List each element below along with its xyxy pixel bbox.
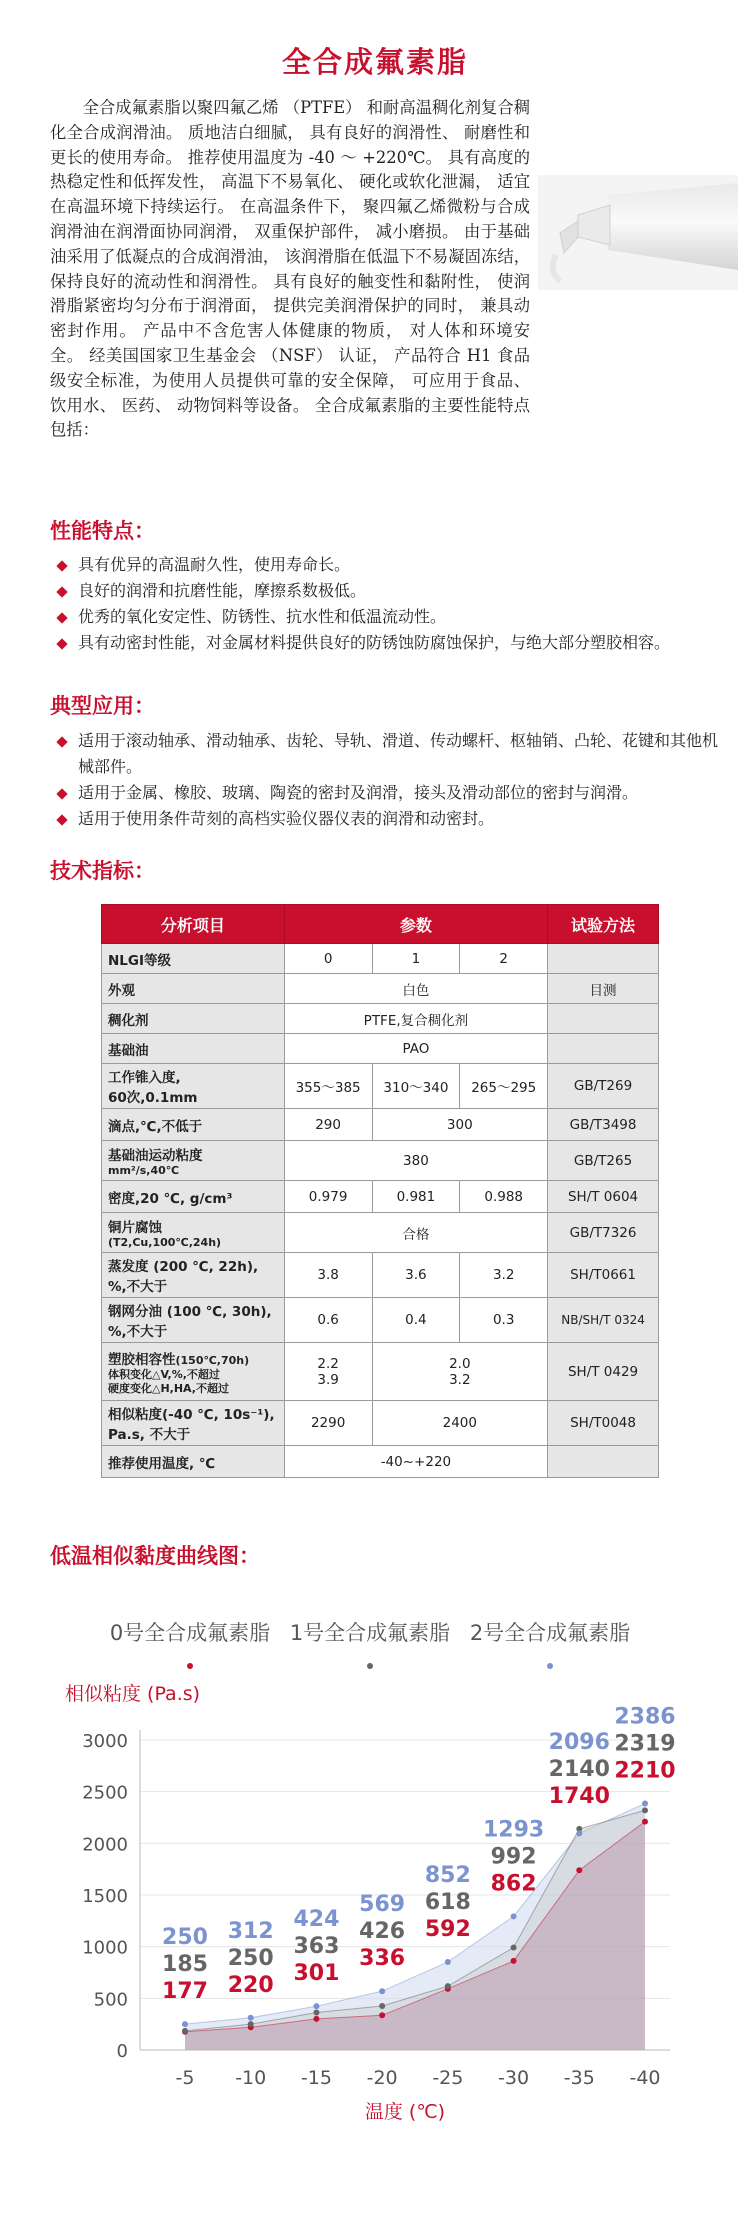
- table-row: [102, 1064, 659, 1109]
- y-tick-label: 0: [116, 2041, 128, 2062]
- data-point: [248, 2021, 254, 2027]
- diamond-bullet-icon: [56, 736, 67, 747]
- row-label: 基础油运动粘度 mm²/s,40℃: [102, 1141, 285, 1181]
- table-row: [102, 974, 659, 1004]
- cell-value: 380: [284, 1141, 547, 1181]
- table-row: [102, 1181, 659, 1213]
- y-tick-label: 2000: [82, 1834, 128, 1856]
- spec-table: [101, 904, 659, 1478]
- table-row: [102, 1034, 659, 1064]
- cell-value: 3.6: [372, 1253, 460, 1298]
- applications-title: 典型应用：: [50, 694, 155, 718]
- data-point: [313, 2016, 319, 2022]
- data-point: [313, 2009, 319, 2015]
- row-label: 密度,20 ℃, g/cm³: [102, 1181, 285, 1213]
- chart-section-title: 低温相似黏度曲线图：: [50, 1544, 260, 1568]
- table-row: [102, 1213, 659, 1253]
- diamond-bullet-icon: [56, 638, 67, 649]
- data-label: 426: [359, 1919, 406, 1945]
- row-label: 稠化剂: [102, 1004, 285, 1034]
- x-tick-label: -25: [432, 2067, 464, 2089]
- cell-method: GB/T265: [548, 1141, 659, 1181]
- row-label: 塑胶相容性(150℃,70h) 体积变化△V,%,不超过 硬度变化△H,HA,不超过: [102, 1343, 285, 1401]
- cell-method: GB/T269: [548, 1064, 659, 1109]
- data-label: 862: [490, 1871, 537, 1897]
- diamond-bullet-icon: [56, 788, 67, 799]
- cell-method: NB/SH/T 0324: [548, 1298, 659, 1343]
- data-point: [379, 2012, 385, 2018]
- data-label: 2210: [614, 1758, 676, 1784]
- cell-value: 300: [372, 1109, 548, 1141]
- data-point: [511, 1913, 517, 1919]
- cell-method: SH/T 0604: [548, 1181, 659, 1213]
- cell-value: -40~+220: [284, 1446, 547, 1478]
- features-title: 性能特点：: [50, 519, 155, 543]
- data-label: 185: [162, 1952, 208, 1978]
- cell-value: 3.2: [460, 1253, 548, 1298]
- cell-value: 1: [372, 944, 460, 974]
- data-point: [642, 1807, 648, 1813]
- data-label: 336: [359, 1946, 406, 1972]
- cell-value: 0.979: [284, 1181, 372, 1213]
- viscosity-chart: [60, 1600, 690, 2140]
- y-axis-label: 相似粘度 (Pa.s): [65, 1683, 201, 1705]
- header-method: 试验方法: [548, 905, 659, 944]
- table-row: [102, 1109, 659, 1141]
- header-params: 参数: [284, 905, 547, 944]
- legend-marker: [367, 1663, 373, 1669]
- data-point: [313, 2003, 319, 2009]
- data-label: 2386: [614, 1704, 676, 1730]
- data-point: [379, 2003, 385, 2009]
- table-row: [102, 1141, 659, 1181]
- cell-value: 2.0 3.2: [372, 1343, 548, 1401]
- cell-value: 355～385: [284, 1064, 372, 1109]
- cell-method: SH/T 0429: [548, 1343, 659, 1401]
- spec-title: 技术指标：: [50, 859, 155, 883]
- list-item: 适用于使用条件苛刻的高档实验仪器仪表的润滑和动密封。: [50, 806, 740, 832]
- legend-marker: [547, 1663, 553, 1669]
- data-label: 177: [162, 1979, 208, 2005]
- data-point: [642, 1800, 648, 1806]
- y-tick-label: 2500: [82, 1782, 128, 1804]
- row-label: NLGI等级: [102, 944, 285, 974]
- cell-method: GB/T7326: [548, 1213, 659, 1253]
- table-row: [102, 1343, 659, 1401]
- legend-label: 2号全合成氟素脂: [469, 1621, 631, 1645]
- cell-value: 265～295: [460, 1064, 548, 1109]
- data-point: [445, 1959, 451, 1965]
- cell-method: SH/T0661: [548, 1253, 659, 1298]
- features-list: [50, 552, 740, 656]
- data-label: 2140: [548, 1756, 610, 1782]
- data-point: [182, 2021, 188, 2027]
- x-axis-label: 温度 (℃): [364, 2101, 446, 2123]
- cell-value: 合格: [284, 1213, 547, 1253]
- legend-label: 1号全合成氟素脂: [289, 1621, 451, 1645]
- diamond-bullet-icon: [56, 814, 67, 825]
- data-point: [379, 1988, 385, 1994]
- legend-marker: [187, 1663, 193, 1669]
- table-row: [102, 1446, 659, 1478]
- list-item: 具有优异的高温耐久性，使用寿命长。: [50, 552, 740, 578]
- cell-value: 白色: [284, 974, 547, 1004]
- table-row: [102, 1298, 659, 1343]
- row-label: 推荐使用温度, ℃: [102, 1446, 285, 1478]
- data-label: 992: [490, 1844, 537, 1870]
- data-label: 424: [293, 1907, 340, 1933]
- list-item: 适用于金属、橡胶、玻璃、陶瓷的密封及润滑，接头及滑动部位的密封与润滑。: [50, 780, 740, 806]
- y-tick-label: 1500: [82, 1886, 128, 1907]
- data-label: 1293: [482, 1817, 545, 1843]
- list-item: 优秀的氧化安定性、防锈性、抗水性和低温流动性。: [50, 604, 740, 630]
- data-point: [248, 2015, 254, 2021]
- cell-value: 310～340: [372, 1064, 460, 1109]
- row-label: 工作锥入度, 60次,0.1mm: [102, 1064, 285, 1109]
- x-tick-label: -40: [629, 2067, 661, 2089]
- cell-value: 2400: [372, 1401, 548, 1446]
- row-label: 蒸发度 (200 ℃, 22h), %,不大于: [102, 1253, 285, 1298]
- cell-value: 0.981: [372, 1181, 460, 1213]
- cell-value: 2: [460, 944, 548, 974]
- row-label: 铜片腐蚀 (T2,Cu,100℃,24h): [102, 1213, 285, 1253]
- table-row: [102, 1253, 659, 1298]
- row-label: 基础油: [102, 1034, 285, 1064]
- table-row: [102, 1401, 659, 1446]
- data-label: 250: [162, 1925, 208, 1951]
- page-title: 全合成氟素脂: [281, 45, 468, 79]
- header-item: 分析项目: [102, 905, 285, 944]
- x-tick-label: -5: [175, 2067, 195, 2089]
- x-tick-label: -30: [498, 2067, 530, 2089]
- cell-method: 目测: [548, 974, 659, 1004]
- table-row: [102, 1004, 659, 1034]
- data-point: [642, 1819, 648, 1825]
- cell-value: 3.8: [284, 1253, 372, 1298]
- row-label: 相似粘度(-40 ℃, 10s⁻¹), Pa.s, 不大于: [102, 1401, 285, 1446]
- y-tick-label: 500: [93, 1989, 128, 2011]
- row-label: 滴点,℃,不低于: [102, 1109, 285, 1141]
- data-label: 250: [227, 1945, 274, 1971]
- x-tick-label: -20: [366, 2067, 398, 2089]
- data-label: 1740: [548, 1783, 610, 1809]
- data-point: [576, 1867, 582, 1873]
- y-tick-label: 1000: [82, 1937, 128, 1959]
- data-label: 2096: [548, 1729, 610, 1755]
- data-label: 2319: [614, 1731, 676, 1757]
- data-point: [182, 2028, 188, 2034]
- legend-label: 0号全合成氟素脂: [109, 1621, 271, 1645]
- data-label: 618: [424, 1889, 471, 1915]
- cell-value: 0.4: [372, 1298, 460, 1343]
- cell-value: 0.988: [460, 1181, 548, 1213]
- x-tick-label: -10: [235, 2067, 267, 2089]
- intro-paragraph: 全合成氟素脂以聚四氟乙烯 （PTFE） 和耐高温稠化剂复合稠化全合成润滑油。 质地洁白细腻， 具有良好的润滑性、 耐磨性和更长的使用寿命。 推荐使用温度为 -40 ～ +220℃。 具有高度的热稳定性和低挥发性， 高温下不易氧化、 硬化或软化泄漏， 适宜在高温环境下持续运行。 在高温条件下， 聚四氟乙烯微粉与合成润滑油在润滑面协同润滑， 双重保护部件， 减小磨损。 由于基础油采用了低凝点的合成润滑油， 该润滑脂在低温下不易凝固冻结， 保持良好的流动性和润滑性。 具有良好的触变性和黏附性， 使润滑脂紧密均匀分布于润滑面， 提供完美润滑保护的同时， 兼具动密封作用。 产品中不含危害人体健康的物质， 对人体和环境安全。 经美国国家卫生基金会 （NSF） 认证， 产品符合 H1 食品级安全标准，为使用人员提供可靠的安全保障， 可应用于食品、 饮用水、 医药、 动物饲料等设备。 全合成氟素脂的主要性能特点包括：: [50, 98, 530, 440]
- cell-value: 0.6: [284, 1298, 372, 1343]
- list-item: 具有动密封性能，对金属材料提供良好的防锈蚀防腐蚀保护，与绝大部分塑胶相容。: [50, 630, 718, 656]
- data-label: 312: [227, 1918, 274, 1944]
- cell-value: PAO: [284, 1034, 547, 1064]
- x-tick-label: -35: [563, 2067, 595, 2089]
- cell-value: PTFE,复合稠化剂: [284, 1004, 547, 1034]
- diamond-bullet-icon: [56, 560, 67, 571]
- cell-value: 0.3: [460, 1298, 548, 1343]
- data-point: [445, 1983, 451, 1989]
- cell-value: 2.2 3.9: [284, 1343, 372, 1401]
- data-point: [576, 1830, 582, 1836]
- data-point: [511, 1944, 517, 1950]
- data-label: 852: [424, 1862, 471, 1888]
- cell-value: 290: [284, 1109, 372, 1141]
- table-header-row: [102, 905, 659, 944]
- cell-method: GB/T3498: [548, 1109, 659, 1141]
- cell-method: SH/T0048: [548, 1401, 659, 1446]
- data-label: 592: [424, 1916, 471, 1942]
- x-tick-label: -15: [300, 2067, 332, 2089]
- diamond-bullet-icon: [56, 586, 67, 597]
- row-label: 外观: [102, 974, 285, 1004]
- cell-value: 0: [284, 944, 372, 974]
- table-row: [102, 944, 659, 974]
- list-item: 良好的润滑和抗磨性能，摩擦系数极低。: [50, 578, 740, 604]
- diamond-bullet-icon: [56, 612, 67, 623]
- cell-value: 2290: [284, 1401, 372, 1446]
- data-point: [511, 1958, 517, 1964]
- data-label: 301: [293, 1961, 340, 1987]
- row-label: 钢网分油 (100 ℃, 30h), %,不大于: [102, 1298, 285, 1343]
- list-item: 适用于滚动轴承、滑动轴承、齿轮、导轨、滑道、传动螺杆、枢轴销、凸轮、花键和其他机械部件。: [50, 728, 718, 780]
- data-label: 569: [359, 1892, 406, 1918]
- y-tick-label: 3000: [82, 1731, 128, 1752]
- product-tube-image: [538, 175, 738, 290]
- data-label: 220: [227, 1972, 274, 1998]
- applications-list: [50, 728, 740, 832]
- data-label: 363: [293, 1934, 340, 1960]
